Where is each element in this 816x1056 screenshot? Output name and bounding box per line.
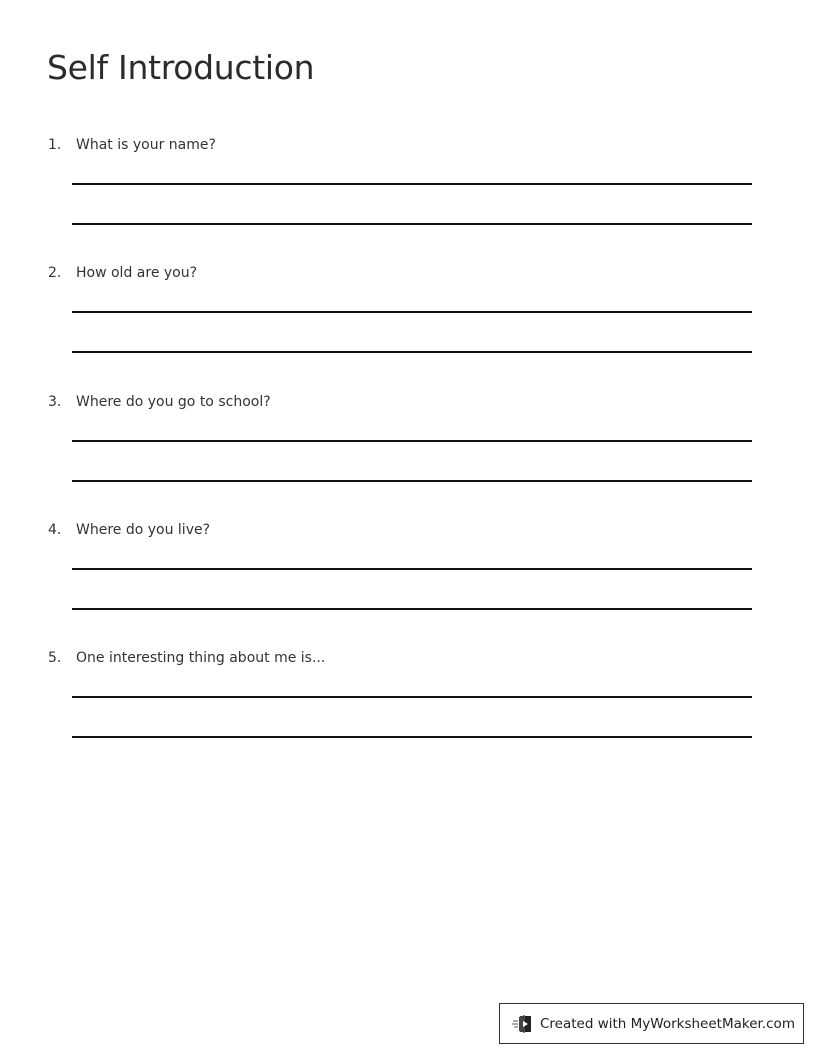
question-number: 4. <box>48 521 62 538</box>
question-number: 3. <box>48 393 62 410</box>
question-text: One interesting thing about me is... <box>76 650 326 667</box>
question-number: 5. <box>48 650 62 667</box>
answer-line[interactable] <box>72 351 752 353</box>
question-number: 1. <box>48 137 62 153</box>
worksheet-maker-logo-icon <box>512 1013 534 1035</box>
answer-line[interactable] <box>72 223 752 225</box>
footer-text: Created with MyWorksheetMaker.com <box>540 1015 795 1032</box>
footer-badge[interactable] <box>499 1003 804 1044</box>
question-item <box>0 522 816 622</box>
question-text: Where do you live? <box>76 521 211 538</box>
answer-line[interactable] <box>72 736 752 738</box>
answer-line[interactable] <box>72 440 752 442</box>
answer-line[interactable] <box>72 480 752 482</box>
answer-line[interactable] <box>72 568 752 570</box>
answer-line[interactable] <box>72 183 752 185</box>
answer-line[interactable] <box>72 311 752 313</box>
answer-line[interactable] <box>72 696 752 698</box>
answer-line[interactable] <box>72 608 752 610</box>
question-text: What is your name? <box>76 137 216 153</box>
question-item <box>0 650 816 750</box>
question-text: Where do you go to school? <box>76 393 271 410</box>
question-item <box>0 137 816 237</box>
question-text: How old are you? <box>76 265 198 282</box>
question-item <box>0 265 816 365</box>
page-title: Self Introduction <box>47 48 315 87</box>
question-number: 2. <box>48 265 62 282</box>
question-item <box>0 394 816 494</box>
